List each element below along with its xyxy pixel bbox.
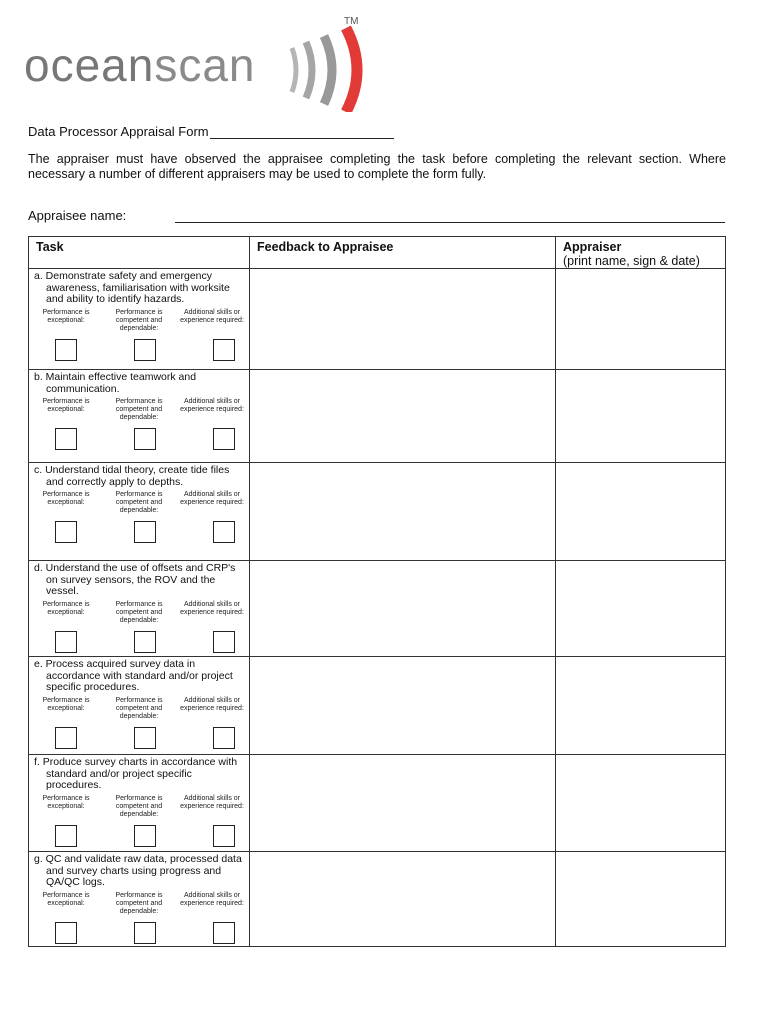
rating-checkbox[interactable] (55, 727, 77, 749)
trademark-symbol: TM (344, 16, 359, 27)
rating-options (29, 792, 249, 819)
rating-option-label: Performance is exceptional: (42, 891, 90, 907)
rating-option-label: Performance is exceptional: (42, 491, 90, 506)
appraiser-cell[interactable] (556, 755, 726, 852)
task-row (29, 657, 726, 755)
rating-checkboxes (29, 625, 239, 653)
rating-checkboxes (29, 721, 239, 749)
rating-checkbox[interactable] (55, 339, 77, 361)
rating-option-label: Performance is exceptional: (42, 398, 90, 413)
rating-checkbox[interactable] (213, 631, 235, 653)
rating-options (29, 306, 249, 333)
feedback-cell[interactable] (250, 657, 556, 755)
rating-option-label: Additional skills or experience required: (180, 600, 244, 616)
task-description: b. Maintain effective teamwork and communication. (34, 371, 197, 395)
rating-option-label: Performance is exceptional: (42, 696, 90, 712)
logo-wordmark: oceanscan (24, 39, 256, 91)
appraisee-name-field[interactable] (175, 222, 725, 223)
sound-wave-icon (286, 22, 376, 112)
task-description: c. Understand tidal theory, create tide files and correctly apply to depths. (34, 464, 230, 488)
appraiser-cell[interactable] (556, 269, 726, 370)
task-description: f. Produce survey charts in accordance with standard and/or project specific procedures. (34, 756, 238, 791)
task-description: d. Understand the use of offsets and CRP's on survey sensors, the ROV and the vessel. (34, 562, 236, 597)
appraiser-column-header: Appraiser (print name, sign & date) (556, 237, 726, 269)
rating-checkbox[interactable] (213, 339, 235, 361)
rating-checkbox[interactable] (213, 428, 235, 450)
rating-option-label: Performance is competent and dependable: (115, 696, 163, 720)
rating-checkbox[interactable] (213, 922, 235, 944)
feedback-cell[interactable] (250, 561, 556, 657)
rating-option-label: Additional skills or experience required: (180, 491, 244, 506)
rating-option-label: Performance is competent and dependable: (115, 491, 163, 514)
title-underline (210, 138, 394, 139)
form-title: Data Processor Appraisal Form (28, 124, 209, 139)
feedback-cell[interactable] (250, 370, 556, 463)
appraiser-cell[interactable] (556, 561, 726, 657)
feedback-cell[interactable] (250, 755, 556, 852)
rating-checkbox[interactable] (55, 922, 77, 944)
appraiser-cell[interactable] (556, 657, 726, 755)
rating-checkbox[interactable] (55, 631, 77, 653)
rating-checkbox[interactable] (134, 631, 156, 653)
task-column-header: Task (29, 237, 250, 269)
rating-option-label: Additional skills or experience required: (180, 308, 244, 324)
task-cell (29, 561, 250, 657)
rating-checkboxes (29, 422, 239, 450)
oceanscan-logo (24, 16, 364, 106)
rating-checkboxes (29, 819, 239, 847)
task-cell (29, 657, 250, 755)
task-description: e. Process acquired survey data in accordance with standard and/or project specific procedures. (34, 658, 233, 693)
rating-option-label: Performance is competent and dependable: (115, 891, 163, 915)
task-row (29, 852, 726, 947)
rating-options (29, 395, 249, 422)
rating-options (29, 598, 249, 625)
rating-option-label: Additional skills or experience required: (180, 794, 244, 810)
task-row (29, 370, 726, 463)
table-header-row (29, 237, 726, 269)
task-row (29, 269, 726, 370)
rating-option-label: Additional skills or experience required: (180, 891, 244, 907)
instructions-paragraph: The appraiser must have observed the appraisee completing the task before completing the relevant section. Where necessary a number of different appraisers may be used to complete the form fully. (28, 152, 726, 181)
feedback-cell[interactable] (250, 852, 556, 947)
feedback-column-header: Feedback to Appraisee (250, 237, 556, 269)
feedback-cell[interactable] (250, 269, 556, 370)
appraiser-cell[interactable] (556, 370, 726, 463)
rating-checkbox[interactable] (213, 727, 235, 749)
rating-checkbox[interactable] (55, 825, 77, 847)
task-cell (29, 269, 250, 370)
task-cell (29, 852, 250, 947)
rating-option-label: Additional skills or experience required: (180, 696, 244, 712)
appraiser-cell[interactable] (556, 463, 726, 561)
rating-options (29, 488, 249, 515)
rating-checkbox[interactable] (134, 521, 156, 543)
rating-option-label: Performance is competent and dependable: (115, 794, 163, 818)
rating-option-label: Additional skills or experience required: (180, 398, 244, 413)
task-row (29, 463, 726, 561)
rating-checkboxes (29, 916, 239, 944)
rating-option-label: Performance is exceptional: (42, 794, 90, 810)
task-cell (29, 755, 250, 852)
rating-checkbox[interactable] (55, 521, 77, 543)
task-description: a. Demonstrate safety and emergency awareness, familiarisation with worksite and ability to identify hazards. (34, 270, 230, 305)
task-row (29, 755, 726, 852)
rating-option-label: Performance is competent and dependable: (115, 600, 163, 624)
task-cell (29, 370, 250, 463)
rating-checkboxes (29, 515, 239, 543)
rating-checkbox[interactable] (134, 339, 156, 361)
rating-option-label: Performance is competent and dependable: (115, 398, 163, 421)
rating-checkboxes (29, 333, 239, 361)
rating-checkbox[interactable] (134, 727, 156, 749)
rating-option-label: Performance is exceptional: (42, 600, 90, 616)
rating-checkbox[interactable] (213, 521, 235, 543)
rating-options (29, 694, 249, 721)
rating-option-label: Performance is competent and dependable: (115, 308, 163, 332)
rating-checkbox[interactable] (134, 922, 156, 944)
feedback-cell[interactable] (250, 463, 556, 561)
task-description: g. QC and validate raw data, processed data and survey charts using progress and QA/QC logs. (34, 853, 242, 888)
appraisee-name-label: Appraisee name: (28, 208, 127, 223)
rating-checkbox[interactable] (55, 428, 77, 450)
appraisal-table (28, 236, 726, 947)
rating-option-label: Performance is exceptional: (42, 308, 90, 324)
task-row (29, 561, 726, 657)
rating-checkbox[interactable] (134, 428, 156, 450)
rating-options (29, 889, 249, 916)
rating-checkbox[interactable] (213, 825, 235, 847)
appraiser-cell[interactable] (556, 852, 726, 947)
task-cell (29, 463, 250, 561)
rating-checkbox[interactable] (134, 825, 156, 847)
